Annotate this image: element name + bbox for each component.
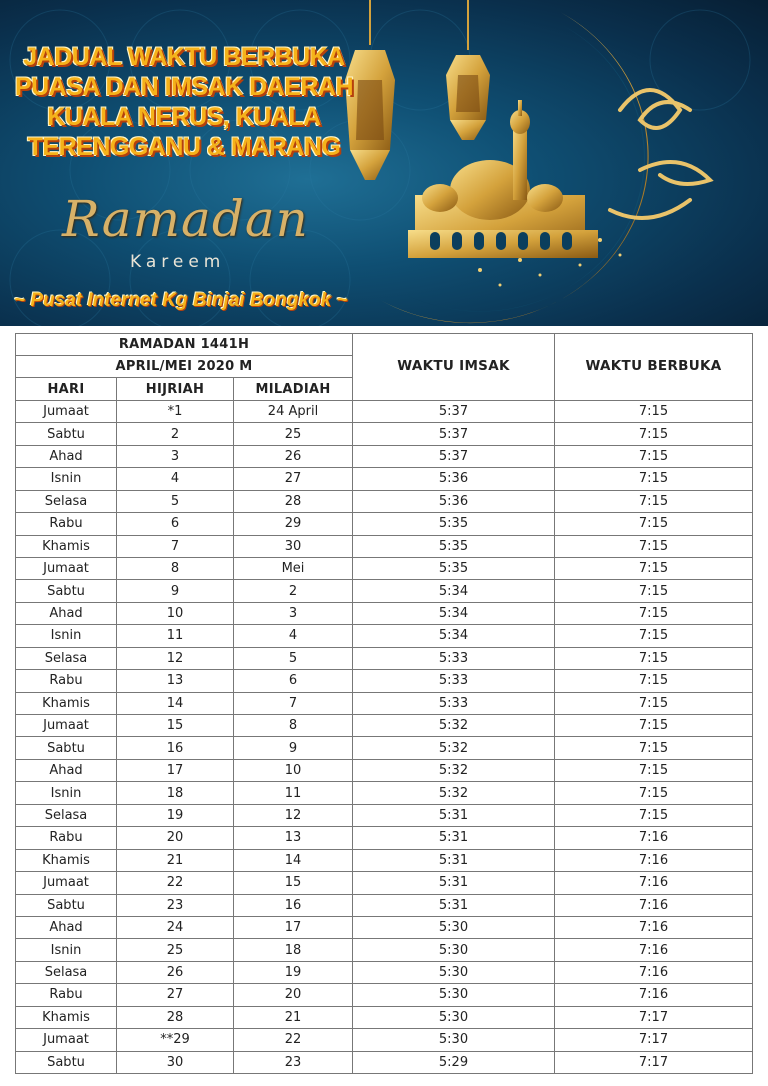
cell-miladiah: 12 [234, 804, 353, 826]
cell-hari: Jumaat [16, 1029, 117, 1051]
cell-hijriah: 4 [117, 468, 234, 490]
table-row [16, 916, 753, 938]
table-row [16, 423, 753, 445]
table-row [16, 580, 753, 602]
cell-berbuka: 7:16 [555, 939, 753, 961]
cell-hari: Khamis [16, 692, 117, 714]
cell-hari: Ahad [16, 916, 117, 938]
cell-miladiah: 15 [234, 872, 353, 894]
cell-hari: Sabtu [16, 423, 117, 445]
cell-hari: Sabtu [16, 1051, 117, 1073]
cell-berbuka: 7:16 [555, 894, 753, 916]
cell-hijriah: 13 [117, 670, 234, 692]
cell-hari: Jumaat [16, 715, 117, 737]
cell-hijriah: 2 [117, 423, 234, 445]
cell-hari: Selasa [16, 961, 117, 983]
cell-miladiah: 6 [234, 670, 353, 692]
cell-miladiah: 16 [234, 894, 353, 916]
cell-imsak: 5:35 [353, 557, 555, 579]
table-row [16, 737, 753, 759]
cell-miladiah: 3 [234, 602, 353, 624]
cell-miladiah: 22 [234, 1029, 353, 1051]
cell-miladiah: 28 [234, 490, 353, 512]
cell-berbuka: 7:15 [555, 715, 753, 737]
table-row [16, 1051, 753, 1073]
kareem-text: Kareem [130, 252, 226, 272]
cell-berbuka: 7:17 [555, 1029, 753, 1051]
cell-hari: Isnin [16, 939, 117, 961]
banner-title: JADUAL WAKTU BERBUKA PUASA DAN IMSAK DAERAH KUALA NERUS, KUALA TERENGGANU & MARANG [14, 43, 354, 161]
cell-hijriah: 22 [117, 872, 234, 894]
cell-miladiah: 13 [234, 827, 353, 849]
cell-hijriah: 17 [117, 759, 234, 781]
cell-berbuka: 7:15 [555, 580, 753, 602]
cell-imsak: 5:30 [353, 1006, 555, 1028]
cell-miladiah: 26 [234, 445, 353, 467]
cell-hari: Jumaat [16, 872, 117, 894]
cell-hijriah: 16 [117, 737, 234, 759]
table-row [16, 513, 753, 535]
table-row [16, 535, 753, 557]
header-hijriah: HIJRIAH [117, 378, 234, 400]
table-title: RAMADAN 1441H [16, 334, 353, 356]
table-row [16, 1006, 753, 1028]
cell-hijriah: 9 [117, 580, 234, 602]
cell-berbuka: 7:17 [555, 1006, 753, 1028]
cell-miladiah: 20 [234, 984, 353, 1006]
cell-miladiah: Mei [234, 557, 353, 579]
cell-berbuka: 7:16 [555, 827, 753, 849]
header-miladiah: MILADIAH [234, 378, 353, 400]
cell-berbuka: 7:15 [555, 490, 753, 512]
cell-berbuka: 7:15 [555, 400, 753, 422]
schedule-rows [16, 400, 753, 1073]
cell-imsak: 5:37 [353, 445, 555, 467]
cell-miladiah: 11 [234, 782, 353, 804]
cell-hijriah: 12 [117, 647, 234, 669]
table-row [16, 961, 753, 983]
cell-hijriah: 27 [117, 984, 234, 1006]
cell-imsak: 5:36 [353, 490, 555, 512]
table-row [16, 939, 753, 961]
cell-hijriah: 25 [117, 939, 234, 961]
cell-berbuka: 7:15 [555, 625, 753, 647]
table-row [16, 490, 753, 512]
cell-imsak: 5:34 [353, 625, 555, 647]
table-period: APRIL/MEI 2020 M [16, 356, 353, 378]
cell-imsak: 5:35 [353, 513, 555, 535]
cell-hijriah: 20 [117, 827, 234, 849]
cell-hijriah: 24 [117, 916, 234, 938]
table-row [16, 849, 753, 871]
cell-berbuka: 7:15 [555, 737, 753, 759]
cell-imsak: 5:37 [353, 400, 555, 422]
table-row [16, 827, 753, 849]
cell-berbuka: 7:17 [555, 1051, 753, 1073]
cell-hijriah: 15 [117, 715, 234, 737]
cell-hari: Rabu [16, 984, 117, 1006]
cell-miladiah: 9 [234, 737, 353, 759]
cell-berbuka: 7:15 [555, 445, 753, 467]
cell-hari: Jumaat [16, 400, 117, 422]
cell-imsak: 5:31 [353, 827, 555, 849]
cell-berbuka: 7:15 [555, 513, 753, 535]
cell-hari: Khamis [16, 849, 117, 871]
cell-berbuka: 7:15 [555, 782, 753, 804]
cell-miladiah: 10 [234, 759, 353, 781]
cell-berbuka: 7:15 [555, 535, 753, 557]
cell-imsak: 5:30 [353, 961, 555, 983]
cell-hijriah: **29 [117, 1029, 234, 1051]
cell-hijriah: 10 [117, 602, 234, 624]
cell-miladiah: 14 [234, 849, 353, 871]
cell-miladiah: 30 [234, 535, 353, 557]
header-waktu-berbuka: WAKTU BERBUKA [555, 334, 753, 401]
cell-hijriah: 18 [117, 782, 234, 804]
cell-hari: Rabu [16, 670, 117, 692]
cell-miladiah: 25 [234, 423, 353, 445]
cell-miladiah: 19 [234, 961, 353, 983]
cell-berbuka: 7:15 [555, 804, 753, 826]
cell-imsak: 5:30 [353, 916, 555, 938]
cell-miladiah: 27 [234, 468, 353, 490]
cell-imsak: 5:32 [353, 715, 555, 737]
cell-hari: Isnin [16, 782, 117, 804]
cell-hijriah: 14 [117, 692, 234, 714]
table-row [16, 1029, 753, 1051]
cell-hijriah: 5 [117, 490, 234, 512]
table-row [16, 872, 753, 894]
table-row [16, 759, 753, 781]
cell-hijriah: 23 [117, 894, 234, 916]
cell-hari: Ahad [16, 445, 117, 467]
cell-hari: Sabtu [16, 580, 117, 602]
cell-berbuka: 7:16 [555, 849, 753, 871]
cell-imsak: 5:33 [353, 692, 555, 714]
cell-imsak: 5:31 [353, 804, 555, 826]
cell-hijriah: *1 [117, 400, 234, 422]
table-row [16, 625, 753, 647]
schedule-table [15, 333, 753, 1074]
table-row [16, 692, 753, 714]
cell-hari: Ahad [16, 759, 117, 781]
cell-imsak: 5:32 [353, 737, 555, 759]
cell-miladiah: 18 [234, 939, 353, 961]
cell-miladiah: 4 [234, 625, 353, 647]
cell-berbuka: 7:15 [555, 468, 753, 490]
table-row [16, 984, 753, 1006]
cell-hari: Rabu [16, 513, 117, 535]
cell-berbuka: 7:15 [555, 602, 753, 624]
cell-hari: Selasa [16, 647, 117, 669]
cell-imsak: 5:31 [353, 849, 555, 871]
cell-hari: Jumaat [16, 557, 117, 579]
table-row [16, 400, 753, 422]
cell-berbuka: 7:16 [555, 961, 753, 983]
cell-hijriah: 11 [117, 625, 234, 647]
cell-hari: Selasa [16, 804, 117, 826]
cell-berbuka: 7:15 [555, 692, 753, 714]
header-waktu-imsak: WAKTU IMSAK [353, 334, 555, 401]
cell-imsak: 5:30 [353, 1029, 555, 1051]
cell-hari: Khamis [16, 535, 117, 557]
cell-imsak: 5:33 [353, 670, 555, 692]
banner [0, 0, 768, 326]
cell-imsak: 5:32 [353, 759, 555, 781]
cell-berbuka: 7:15 [555, 759, 753, 781]
table-row [16, 670, 753, 692]
cell-imsak: 5:36 [353, 468, 555, 490]
cell-berbuka: 7:16 [555, 872, 753, 894]
cell-miladiah: 24 April [234, 400, 353, 422]
cell-hijriah: 26 [117, 961, 234, 983]
cell-miladiah: 2 [234, 580, 353, 602]
cell-hari: Isnin [16, 468, 117, 490]
table-row [16, 445, 753, 467]
table-row [16, 468, 753, 490]
cell-hijriah: 30 [117, 1051, 234, 1073]
cell-hari: Sabtu [16, 737, 117, 759]
cell-imsak: 5:30 [353, 939, 555, 961]
cell-imsak: 5:30 [353, 984, 555, 1006]
cell-hijriah: 8 [117, 557, 234, 579]
cell-hijriah: 7 [117, 535, 234, 557]
cell-imsak: 5:35 [353, 535, 555, 557]
cell-imsak: 5:29 [353, 1051, 555, 1073]
cell-miladiah: 23 [234, 1051, 353, 1073]
banner-subtitle: ~ Pusat Internet Kg Binjai Bongkok ~ [14, 290, 348, 311]
cell-berbuka: 7:16 [555, 984, 753, 1006]
table-row [16, 647, 753, 669]
cell-imsak: 5:31 [353, 872, 555, 894]
cell-hari: Rabu [16, 827, 117, 849]
cell-miladiah: 29 [234, 513, 353, 535]
table-row [16, 715, 753, 737]
cell-hari: Selasa [16, 490, 117, 512]
table-row [16, 557, 753, 579]
cell-hijriah: 6 [117, 513, 234, 535]
cell-berbuka: 7:15 [555, 647, 753, 669]
cell-imsak: 5:34 [353, 580, 555, 602]
cell-imsak: 5:33 [353, 647, 555, 669]
cell-hari: Khamis [16, 1006, 117, 1028]
cell-berbuka: 7:15 [555, 557, 753, 579]
cell-miladiah: 8 [234, 715, 353, 737]
ramadan-script: Ramadan [62, 190, 309, 248]
cell-berbuka: 7:15 [555, 670, 753, 692]
cell-hijriah: 3 [117, 445, 234, 467]
cell-miladiah: 5 [234, 647, 353, 669]
cell-hijriah: 28 [117, 1006, 234, 1028]
cell-imsak: 5:34 [353, 602, 555, 624]
table-row [16, 804, 753, 826]
cell-berbuka: 7:15 [555, 423, 753, 445]
cell-miladiah: 17 [234, 916, 353, 938]
cell-hari: Sabtu [16, 894, 117, 916]
cell-imsak: 5:32 [353, 782, 555, 804]
cell-miladiah: 7 [234, 692, 353, 714]
cell-berbuka: 7:16 [555, 916, 753, 938]
cell-hari: Ahad [16, 602, 117, 624]
table-row [16, 894, 753, 916]
cell-hari: Isnin [16, 625, 117, 647]
table-row [16, 602, 753, 624]
header-hari: HARI [16, 378, 117, 400]
cell-miladiah: 21 [234, 1006, 353, 1028]
cell-hijriah: 21 [117, 849, 234, 871]
cell-hijriah: 19 [117, 804, 234, 826]
table-row [16, 782, 753, 804]
cell-imsak: 5:31 [353, 894, 555, 916]
cell-imsak: 5:37 [353, 423, 555, 445]
